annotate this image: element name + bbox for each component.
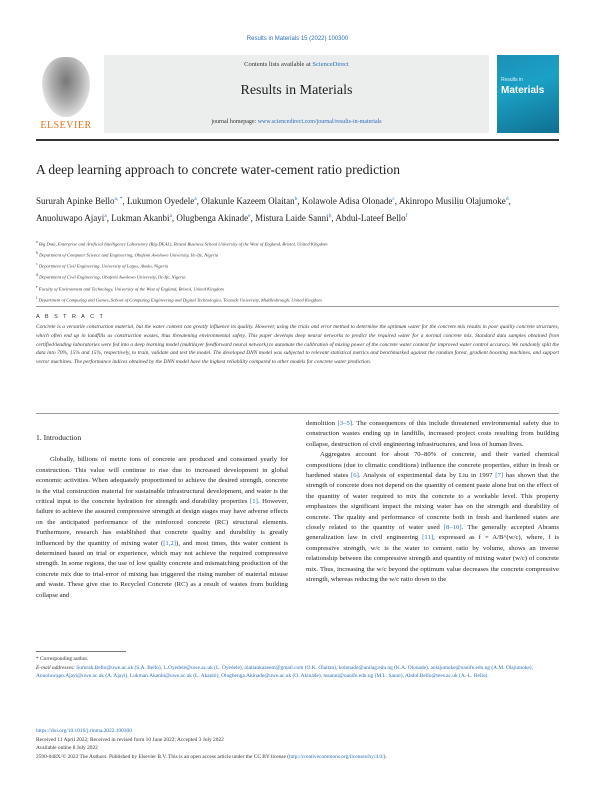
article-title: A deep learning approach to concrete water-cement ratio prediction	[36, 162, 401, 177]
section-heading: 1. Introduction	[36, 433, 82, 442]
citation-link[interactable]: [6]	[351, 472, 359, 480]
journal-info-box	[104, 55, 489, 133]
available-online: Available online 8 July 2022	[36, 745, 98, 752]
author[interactable]: Sururah Apinke Bello	[36, 196, 115, 206]
author[interactable]: Kolawole Adisa Olonade	[301, 196, 393, 206]
contents-prefix: Contents lists available at	[244, 61, 311, 68]
author[interactable]: Olugbenga Akinade	[176, 213, 249, 223]
journal-cover[interactable]	[497, 55, 559, 133]
elsevier-logo[interactable]	[36, 55, 96, 133]
cover-title: Materials	[501, 85, 545, 96]
abstract-body: Concrete is a versatile construction material, but the water content can greatly influence its quality. However, using the trials and error method to determine the optimum water for the concrete mix results in poor quality concrete structures, which often end up in landfills as construction wastes, thus threatening environmental safety. This paper develops deep neural networks to predict the required water for a normal concrete mix. Standard data samples obtained from certified/leading laboratories were fed into a deep learning model (multilayer feedforward neural network) to automate the calibration of mixing power of the concrete water content for improved water control accuracy. We randomly split the data into 70%, 15% and 15%, respectively, to train, validate and test the model. The developed DNN model was subjected to relevant statistical metrics and benchmarked against the random forest, gradient boosting machines, and support vector machines. The performance indices obtained by the DNN model have the highest reliability compared to other models for concrete water prediction.	[36, 324, 559, 366]
homepage-line	[104, 119, 489, 125]
email-links[interactable]: Sururah.Bello@uwe.ac.uk (S.A. Bello), L.Oyedele@uwe.ac.uk (L. Oyedele), olaitankazeem@gmail.com (O.K. Olaitan), kolonade@unilag.edu.ng (K.A. Olonade), aolajumoke@oauife.edu.ng (A.M. Olajumoke), Anuoluwapo.Ajayi@uwe.ac.uk (A. Ajayi), Lukman.Akanbi@uwe.ac.uk (L. Akanbi), Olugbenga.Akinade@uwe.ac.uk (O. Akinade), msanni@oauife.edu.ng (M.L. Sanni), Abdul.Bello@tees.ac.uk (A.-L. Bello).	[36, 664, 533, 680]
author-affil-mark[interactable]: a, *	[114, 196, 123, 202]
abstract-heading: A B S T R A C T	[36, 314, 105, 320]
corresponding-author-note: * Corresponding author.	[36, 656, 89, 662]
author[interactable]: Mistura Laide Sanni	[255, 213, 329, 223]
license-link[interactable]: http://creativecommons.org/licenses/by/4.0/	[289, 753, 384, 760]
journal-header	[36, 55, 559, 135]
author-affil-mark[interactable]: c	[392, 196, 395, 202]
author[interactable]: Olakunle Kazeem Olaitan	[201, 196, 295, 206]
author-affil-mark[interactable]: a	[194, 196, 197, 202]
body-column-right	[306, 419, 559, 586]
body-column-left	[36, 419, 288, 601]
footnote-rule	[36, 651, 126, 652]
affiliation-item: $^c$ Department of Civil Engineering, University of Lagos, Akoka, Nigeria	[36, 262, 169, 269]
author-list: Sururah Apinke Bello$^{a, *}$, Lukumon Oyedele$^a$, Olakunle Kazeem Olaitan$^b$, Kolawole Adisa Olonade$^c$, Akinropo Musiliu Olajumoke$^d$, Anuoluwapo Ajayi$^a$, Lukman Akanbi$^a$, Olugbenga Akinade$^e$, Mistura Laide Sanni$^b$, Abdul-Lateef Bello$^f$	[36, 196, 511, 223]
affiliation-item: $^f$ Department of Computing and Games, School of Computing Engineering and Digital Technologies, Teesside University, Middlesbrough, United Kingdom	[36, 295, 322, 303]
citation-link[interactable]: [8–10]	[443, 524, 462, 532]
citation-link[interactable]: [1,2]	[163, 539, 177, 547]
publisher-name: ELSEVIER	[40, 120, 92, 131]
author[interactable]: Lukman Akanbi	[111, 213, 170, 223]
author-affil-mark[interactable]: d	[505, 196, 509, 202]
citation-link[interactable]: [7]	[495, 472, 504, 480]
citation-link[interactable]: [3–5]	[337, 420, 353, 427]
author-affil-mark[interactable]: b	[294, 196, 298, 202]
abstract-top-rule	[36, 306, 559, 307]
body-paragraph: Globally, billions of metric tons of concrete are produced and consumed yearly for construction. This value will continue to rise due to increased development in global economic activities. When adequately proportioned to achieve the desired strength, concrete is the vital construction material for sustainable infrastructural development, and water is the critical input to the concrete hydration for strength and durability properties [1]. However, failure to achieve the assured compressive strength at design stages may have adverse effects on the anticipated performance of the reinforced concrete (RC) structural elements. Furthermore, research has established that concrete quality and durability is greatly influenced by the quantity of mixing water ([1,2]), and most times, this water content is determined based on trial or experience, which may not achieve the required compressive strength. In some regions, the use of low quality concrete and mismatching production of the concrete mix due to trial-error of mixing has triggered the rising number of material misuse and waste. These give rise to Recycled Concrete (RC) as a result of wastes from building collapse and	[36, 456, 288, 599]
journal-name: Results in Materials	[240, 83, 353, 98]
homepage-prefix: journal homepage:	[211, 119, 257, 125]
author-affil-mark[interactable]: a	[169, 213, 172, 219]
citation-link[interactable]: [11]	[422, 534, 434, 542]
author-affil-mark[interactable]: b	[328, 213, 332, 219]
homepage-link[interactable]: www.sciencedirect.com/journal/results-in-materials	[257, 119, 382, 125]
author[interactable]: Anuoluwapo Ajayi	[36, 213, 105, 223]
article-metadata	[36, 727, 559, 761]
author[interactable]: Akinropo Musiliu Olajumoke	[398, 196, 506, 206]
license-line: 2590-048X/© 2022 The Authors. Published by Elsevier B.V. This is an open access article under the CC BY license (http://creativecommons.org/licenses/by/4.0/).	[36, 753, 387, 760]
affiliation-item: $^a$ Big Data, Enterprise and Artificial Intelligence Laboratory (Big-DEAL), Bristol Business School University of the West of England, Bristol, United Kingdom	[36, 240, 328, 247]
elsevier-tree-icon	[42, 57, 90, 117]
affiliation-item: $^e$ Faculty of Environment and Technology, University of the West of England, Bristol, United Kingdom	[36, 284, 224, 292]
author[interactable]: Lukumon Oyedele	[126, 196, 195, 206]
footnotes	[36, 655, 559, 681]
sciencedirect-link[interactable]: ScienceDirect	[312, 61, 349, 68]
body-paragraph: Aggregates account for about 70–80% of concrete, and their varied chemical compositions (due to climatic conditions) influence the concrete properties, either in fresh or hardened states [6]. Analysis of experimental data by Liu in 1997 [7] has shown that the strength of concrete does not depend on the quantity of cement paste alone but on the effect of the quantity of water required to mix the concrete to a workable level. This property emphasizes the significant impact the mixing water has on the strength and durability of concrete. The quality and performance of concrete both in fresh and hardened states are closely related to the quantity of water used [8–10]. The generally accepted Abrams generalization law in civil engineering [11], expressed as f = A/B^(w/c), where, f is compressive strength, w/c is the water to cement ratio by volume, shows an inverse relationship between the compressive strength and quantity of mixing water (w/c) of concrete mix. Thus, increasing the w/c beyond the optimum value decreases the concrete compressive strength, whereas reducing the w/c ratio down to the	[306, 451, 559, 584]
author[interactable]: Abdul-Lateef Bello	[335, 213, 406, 223]
author-affil-mark[interactable]: e	[248, 213, 251, 219]
received-dates: Received 11 April 2022; Received in revised form 10 June 2022; Accepted 3 July 2022	[36, 736, 224, 743]
contents-line	[104, 61, 489, 68]
journal-reference[interactable]: Results in Materials 15 (2022) 100300	[246, 36, 349, 42]
author-affil-mark[interactable]: f	[405, 213, 408, 219]
abstract-bottom-rule	[36, 413, 559, 414]
author-affil-mark[interactable]: a	[104, 213, 107, 219]
email-addresses: E-mail addresses: Sururah.Bello@uwe.ac.uk (S.A. Bello), L.Oyedele@uwe.ac.uk (L. Oyedele), olaitankazeem@gmail.com (O.K. Olaitan), kolonade@unilag.edu.ng (K.A. Olonade), aolajumoke@oauife.edu.ng (A.M. Olajumoke), Anuoluwapo.Ajayi@uwe.ac.uk (A. Ajayi), Lukman.Akanbi@uwe.ac.uk (L. Akanbi), Olugbenga.Akinade@uwe.ac.uk (O. Akinade), msanni@oauife.edu.ng (M.L. Sanni), Abdul.Bello@tees.ac.uk (A.-L. Bello).	[36, 664, 533, 680]
body-paragraph: demolition [3–5]. The consequences of this include threatened environmental safety due to construction wastes ending up in landfills, increased project costs resulting from building collapse, destruction of civil engineering infrastructures, and loss of human lives.	[306, 420, 559, 448]
cover-small-text: Results in	[501, 77, 523, 83]
header-divider	[36, 139, 559, 141]
citation-link[interactable]: [1]	[250, 498, 258, 506]
affiliations	[36, 238, 559, 305]
doi-link[interactable]: https://doi.org/10.1016/j.rinma.2022.100300	[36, 728, 132, 734]
affiliation-item: $^d$ Department of Civil Engineering, Obafemi Awolowo University, Ile-Ife, Nigeria	[36, 273, 186, 280]
affiliation-item: $^b$ Department of Computer Science and Engineering, Obafemi Awolowo University, Ile-Ife, Nigeria	[36, 251, 219, 258]
